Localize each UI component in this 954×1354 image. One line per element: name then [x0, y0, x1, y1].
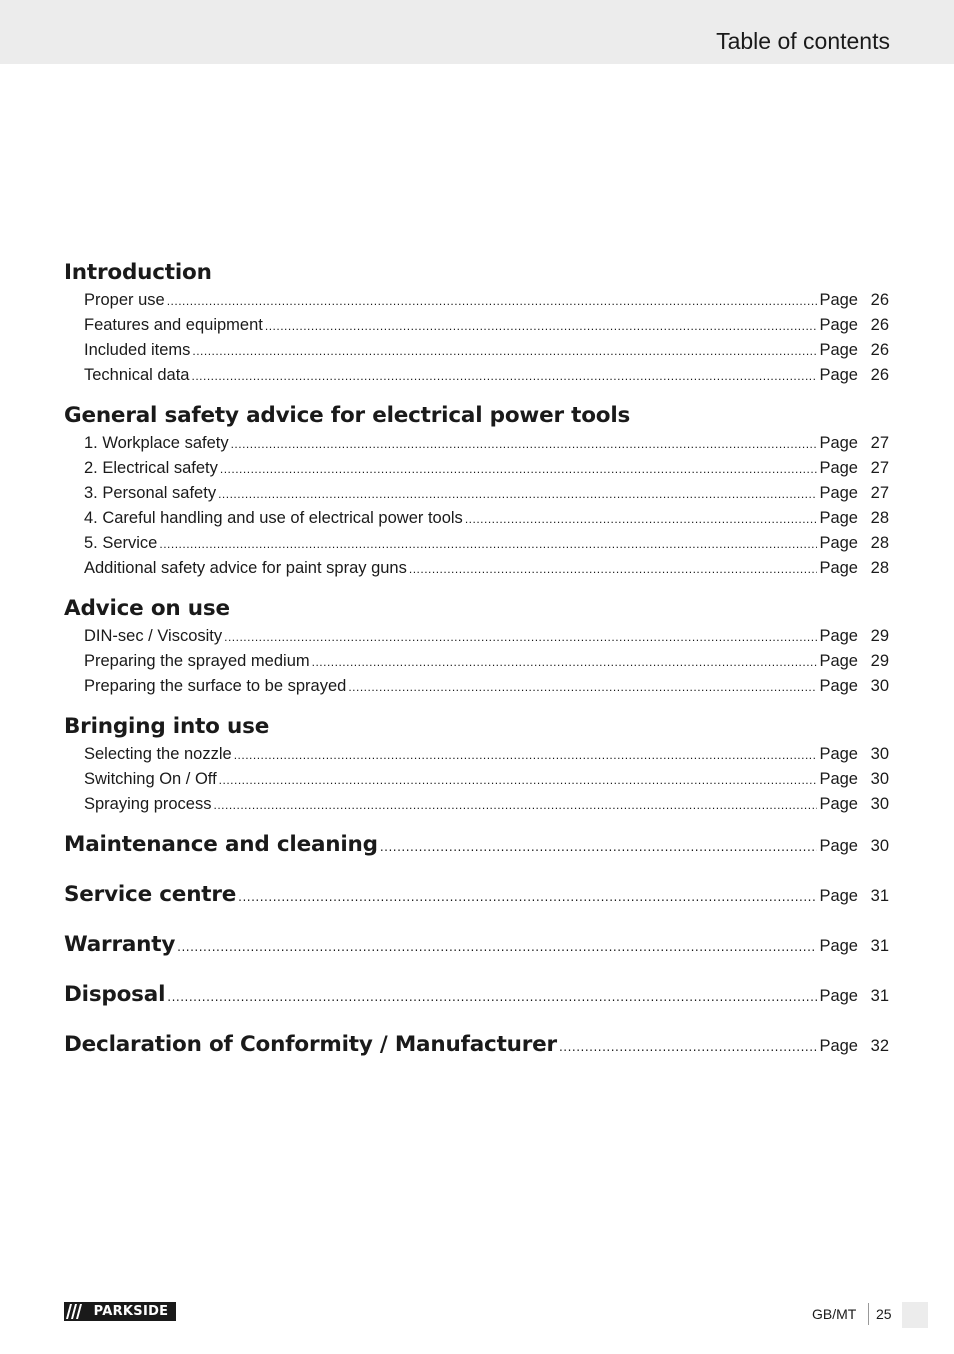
entry-label: Preparing the surface to be sprayed: [84, 677, 347, 695]
footer-divider: [868, 1303, 869, 1325]
dot-leader: [380, 840, 818, 854]
page-reference: Page 26: [819, 341, 889, 359]
dot-leader: [231, 432, 818, 457]
toc-entry[interactable]: [84, 506, 889, 531]
toc-entry[interactable]: [84, 624, 889, 649]
entry-label: DIN-sec / Viscosity: [84, 627, 223, 645]
toc-heading-entry[interactable]: [64, 930, 889, 980]
dot-leader: [218, 482, 817, 507]
page-reference: Page 27: [819, 459, 889, 477]
toc-heading-entry[interactable]: [64, 830, 889, 880]
page-reference: Page 30: [819, 795, 889, 813]
table-of-contents: [64, 258, 889, 1080]
entry-label: Preparing the sprayed medium: [84, 652, 310, 670]
section-heading: Declaration of Conformity / Manufacturer: [64, 1032, 557, 1057]
entry-label: 2. Electrical safety: [84, 459, 218, 477]
dot-leader: [213, 793, 817, 818]
toc-entry[interactable]: [84, 456, 889, 481]
page-reference: Page 30: [819, 770, 889, 788]
page-reference: Page 31: [819, 937, 889, 955]
section-heading: Bringing into use: [64, 714, 270, 739]
page-reference: Page 28: [819, 559, 889, 577]
page-reference: Page 29: [819, 627, 889, 645]
section-heading: General safety advice for electrical power tools: [64, 403, 631, 428]
page-number: 25: [876, 1306, 892, 1322]
dot-leader: [409, 557, 818, 582]
toc-entry[interactable]: [84, 556, 889, 581]
toc-entry[interactable]: [84, 431, 889, 456]
toc-heading-entry[interactable]: [64, 880, 889, 930]
dot-leader: [234, 743, 818, 768]
page-reference: Page 30: [819, 745, 889, 763]
dot-leader: [465, 507, 818, 532]
toc-entry[interactable]: [84, 363, 889, 388]
dot-leader: [348, 675, 817, 700]
toc-entry[interactable]: [84, 742, 889, 767]
dot-leader: [192, 339, 817, 364]
page-reference: Page 32: [819, 1037, 889, 1055]
entry-label: Included items: [84, 341, 191, 359]
page-reference: Page 28: [819, 534, 889, 552]
brand-name: PARKSIDE: [86, 1302, 176, 1321]
entry-label: Features and equipment: [84, 316, 263, 334]
dot-leader: [167, 289, 818, 314]
dot-leader: [559, 1040, 818, 1054]
page-reference: Page 30: [819, 837, 889, 855]
entry-label: 4. Careful handling and use of electrical power tools: [84, 509, 463, 527]
footer-tab-marker: [902, 1302, 928, 1328]
section-heading: Maintenance and cleaning: [64, 832, 378, 857]
logo-stripes-icon: [64, 1302, 86, 1321]
toc-entry[interactable]: [84, 481, 889, 506]
entry-label: Switching On / Off: [84, 770, 217, 788]
toc-entry[interactable]: [84, 792, 889, 817]
dot-leader: [265, 314, 818, 339]
page-reference: Page 31: [819, 987, 889, 1005]
toc-heading-entry[interactable]: [64, 980, 889, 1030]
section-heading: Service centre: [64, 882, 237, 907]
toc-entry[interactable]: [84, 338, 889, 363]
dot-leader: [220, 457, 818, 482]
entry-label: 5. Service: [84, 534, 158, 552]
page-title: Table of contents: [716, 28, 890, 54]
section-heading: Advice on use: [64, 596, 230, 621]
brand-logo: [64, 1302, 176, 1321]
entry-label: Additional safety advice for paint spray guns: [84, 559, 407, 577]
entry-label: Technical data: [84, 366, 190, 384]
dot-leader: [224, 625, 817, 650]
entry-label: Spraying process: [84, 795, 212, 813]
section-heading: Warranty: [64, 932, 176, 957]
page-reference: Page 27: [819, 434, 889, 452]
toc-section-advice-on-use: [64, 594, 889, 699]
page-reference: Page 27: [819, 484, 889, 502]
page-reference: Page 28: [819, 509, 889, 527]
toc-entry[interactable]: [84, 767, 889, 792]
dot-leader: [177, 940, 817, 954]
section-heading: Disposal: [64, 982, 166, 1007]
page-reference: Page 29: [819, 652, 889, 670]
entry-label: Selecting the nozzle: [84, 745, 232, 763]
page-reference: Page 31: [819, 887, 889, 905]
page-reference: Page 26: [819, 316, 889, 334]
toc-entry[interactable]: [84, 531, 889, 556]
entry-label: Proper use: [84, 291, 165, 309]
dot-leader: [159, 532, 817, 557]
toc-entry[interactable]: [84, 674, 889, 699]
dot-leader: [238, 890, 817, 904]
page-reference: Page 30: [819, 677, 889, 695]
toc-entry[interactable]: [84, 313, 889, 338]
dot-leader: [192, 364, 818, 389]
toc-entry[interactable]: [84, 649, 889, 674]
toc-section-general-safety: [64, 401, 889, 581]
page-reference: Page 26: [819, 291, 889, 309]
page-reference: Page 26: [819, 366, 889, 384]
language-code: GB/MT: [812, 1306, 857, 1322]
dot-leader: [167, 990, 817, 1004]
toc-section-bringing-into-use: [64, 712, 889, 817]
section-heading: Introduction: [64, 260, 212, 285]
toc-section-introduction: [64, 258, 889, 388]
toc-entry[interactable]: [84, 288, 889, 313]
toc-heading-entry[interactable]: [64, 1030, 889, 1080]
dot-leader: [219, 768, 818, 793]
entry-label: 3. Personal safety: [84, 484, 217, 502]
dot-leader: [312, 650, 818, 675]
entry-label: 1. Workplace safety: [84, 434, 229, 452]
